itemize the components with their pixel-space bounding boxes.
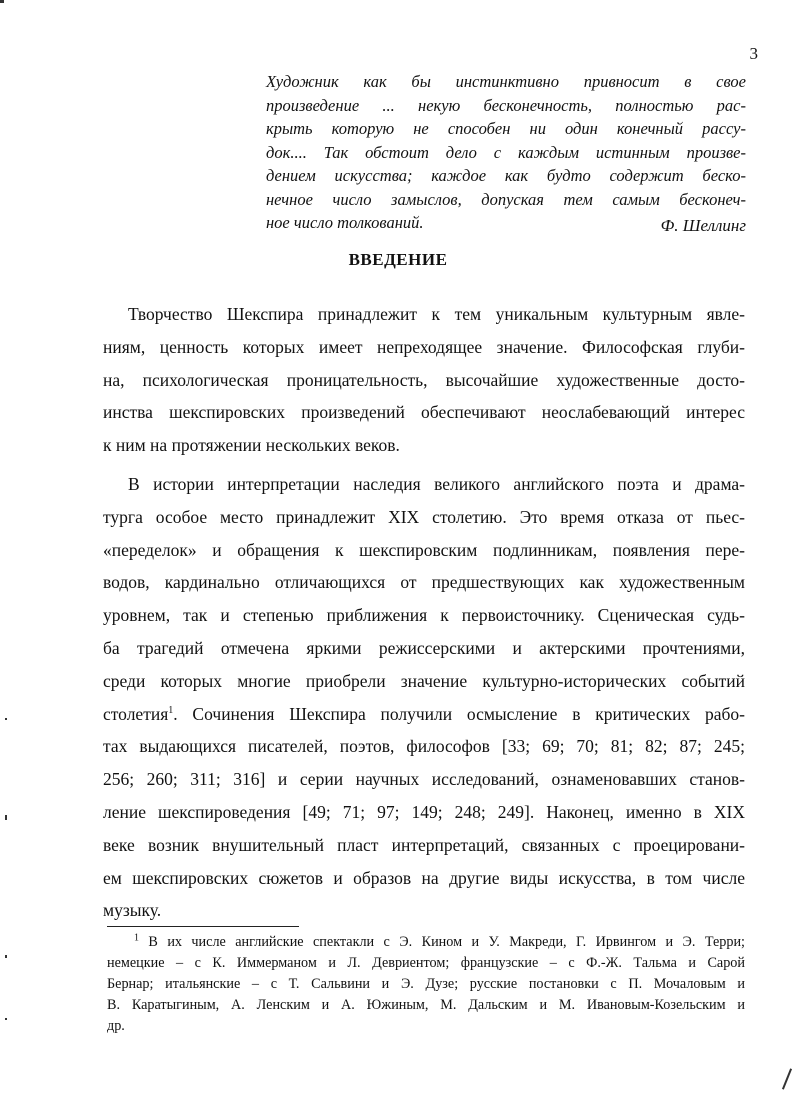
paragraph-line: «переделок» и обращения к шекспировским подлинникам, появления пере-	[103, 539, 745, 560]
paragraph-line: В истории интерпретации наследия великого английского поэта и драма-	[128, 473, 745, 494]
paragraph-line: уровнем, так и степенью приближения к первоисточнику. Сценическая судь-	[103, 605, 745, 626]
paragraph-line: водов, кардинально отличающихся от предшествующих как художественным	[103, 572, 745, 593]
footnote-line: др.	[107, 1018, 125, 1034]
section-heading: ВВЕДЕНИЕ	[348, 250, 448, 269]
epigraph-line: Художник как бы инстинктивно привносит в свое	[266, 72, 746, 91]
scan-artifact-slash	[782, 1068, 792, 1089]
scan-artifact-edge-mark	[5, 955, 7, 958]
paragraph-line-with-footnote	[103, 698, 745, 731]
paragraph-line: ление шекспироведения [49; 71; 97; 149; 248; 249]. Наконец, именно в XIX	[103, 801, 745, 822]
epigraph-line: нечное число замыслов, допуская тем самым бесконеч-	[266, 189, 746, 209]
scan-artifact-edge-mark	[5, 1018, 7, 1020]
paragraph-line: тах выдающихся писателей, поэтов, философов [33; 69; 70; 81; 82; 87; 245;	[103, 736, 745, 757]
paragraph-line: на, психологическая проницательность, высочайшие художественные досто-	[103, 369, 745, 390]
paragraph-line: инства шекспировских произведений обеспечивают неослабевающий интерес	[103, 402, 745, 423]
epigraph-author: Ф. Шеллинг	[660, 216, 746, 235]
page-number: 3	[749, 44, 758, 63]
footnote-text: В их числе английские спектакли с Э. Кином и У. Макреди, Г. Ирвингом и Э. Терри;	[139, 934, 745, 950]
paragraph-line: ем шекспировских сюжетов и образов на другие виды искусства, в том числе	[103, 867, 745, 888]
scan-artifact-edge-mark	[5, 718, 7, 720]
paragraph-line: ниям, ценность которых имеет непреходящее значение. Философская глуби-	[103, 336, 745, 357]
line-text: . Сочинения Шекспира получили осмысление в критических рабо-	[173, 703, 745, 724]
scan-artifact-corner	[0, 0, 4, 3]
paragraph-line: музыку.	[103, 900, 162, 921]
paragraph-line: среди которых многие приобрели значение культурно-исторических событий	[103, 670, 745, 691]
footnote-line: немецкие – с К. Иммерманом и Л. Девриентом; французские – с Ф.-Ж. Тальма и Сарой	[107, 955, 745, 971]
footnote-line: В. Каратыгиным, А. Ленским и А. Южиным, М. Дальским и М. Ивановым-Козельским и	[107, 997, 745, 1013]
epigraph-line: ное число толкований.	[266, 213, 424, 232]
epigraph-line: крыть которую не способен ни один конечный рассу-	[266, 119, 746, 138]
epigraph-line: док.... Так обстоит дело с каждым истинным произве-	[266, 142, 746, 162]
epigraph-line: произведение ... некую бесконечность, полностью рас-	[266, 95, 746, 115]
footnote	[107, 932, 745, 1037]
paragraph-line: ба трагедий отмечена яркими режиссерскими и актерскими прочтениями,	[103, 637, 745, 658]
footnote-line	[107, 932, 745, 953]
paragraph-line: к ним на протяжении нескольких веков.	[103, 435, 400, 456]
paragraph-line: турга особое место принадлежит XIX столетию. Это время отказа от пьес-	[103, 506, 745, 527]
paragraph-line: Творчество Шекспира принадлежит к тем уникальным культурным явле-	[128, 304, 745, 324]
epigraph-line: дением искусства; каждое как будто содержит беско-	[266, 166, 746, 185]
line-text: столетия	[103, 703, 169, 724]
paragraph-line: веке возник внушительный пласт интерпретаций, связанных с проецировани-	[103, 834, 745, 855]
footnote-divider	[107, 926, 299, 927]
footnote-number: 1	[134, 932, 139, 944]
epigraph	[266, 70, 746, 235]
footnote-line: Бернар; итальянские – с Т. Сальвини и Э. Дузе; русские постановки с П. Мочаловым и	[107, 976, 745, 992]
scan-artifact-edge-mark	[5, 815, 7, 820]
footnote-reference[interactable]: 1	[168, 704, 174, 716]
body-text	[103, 298, 745, 927]
paragraph-line: 256; 260; 311; 316] и серии научных исследований, ознаменовавших станов-	[103, 769, 745, 790]
